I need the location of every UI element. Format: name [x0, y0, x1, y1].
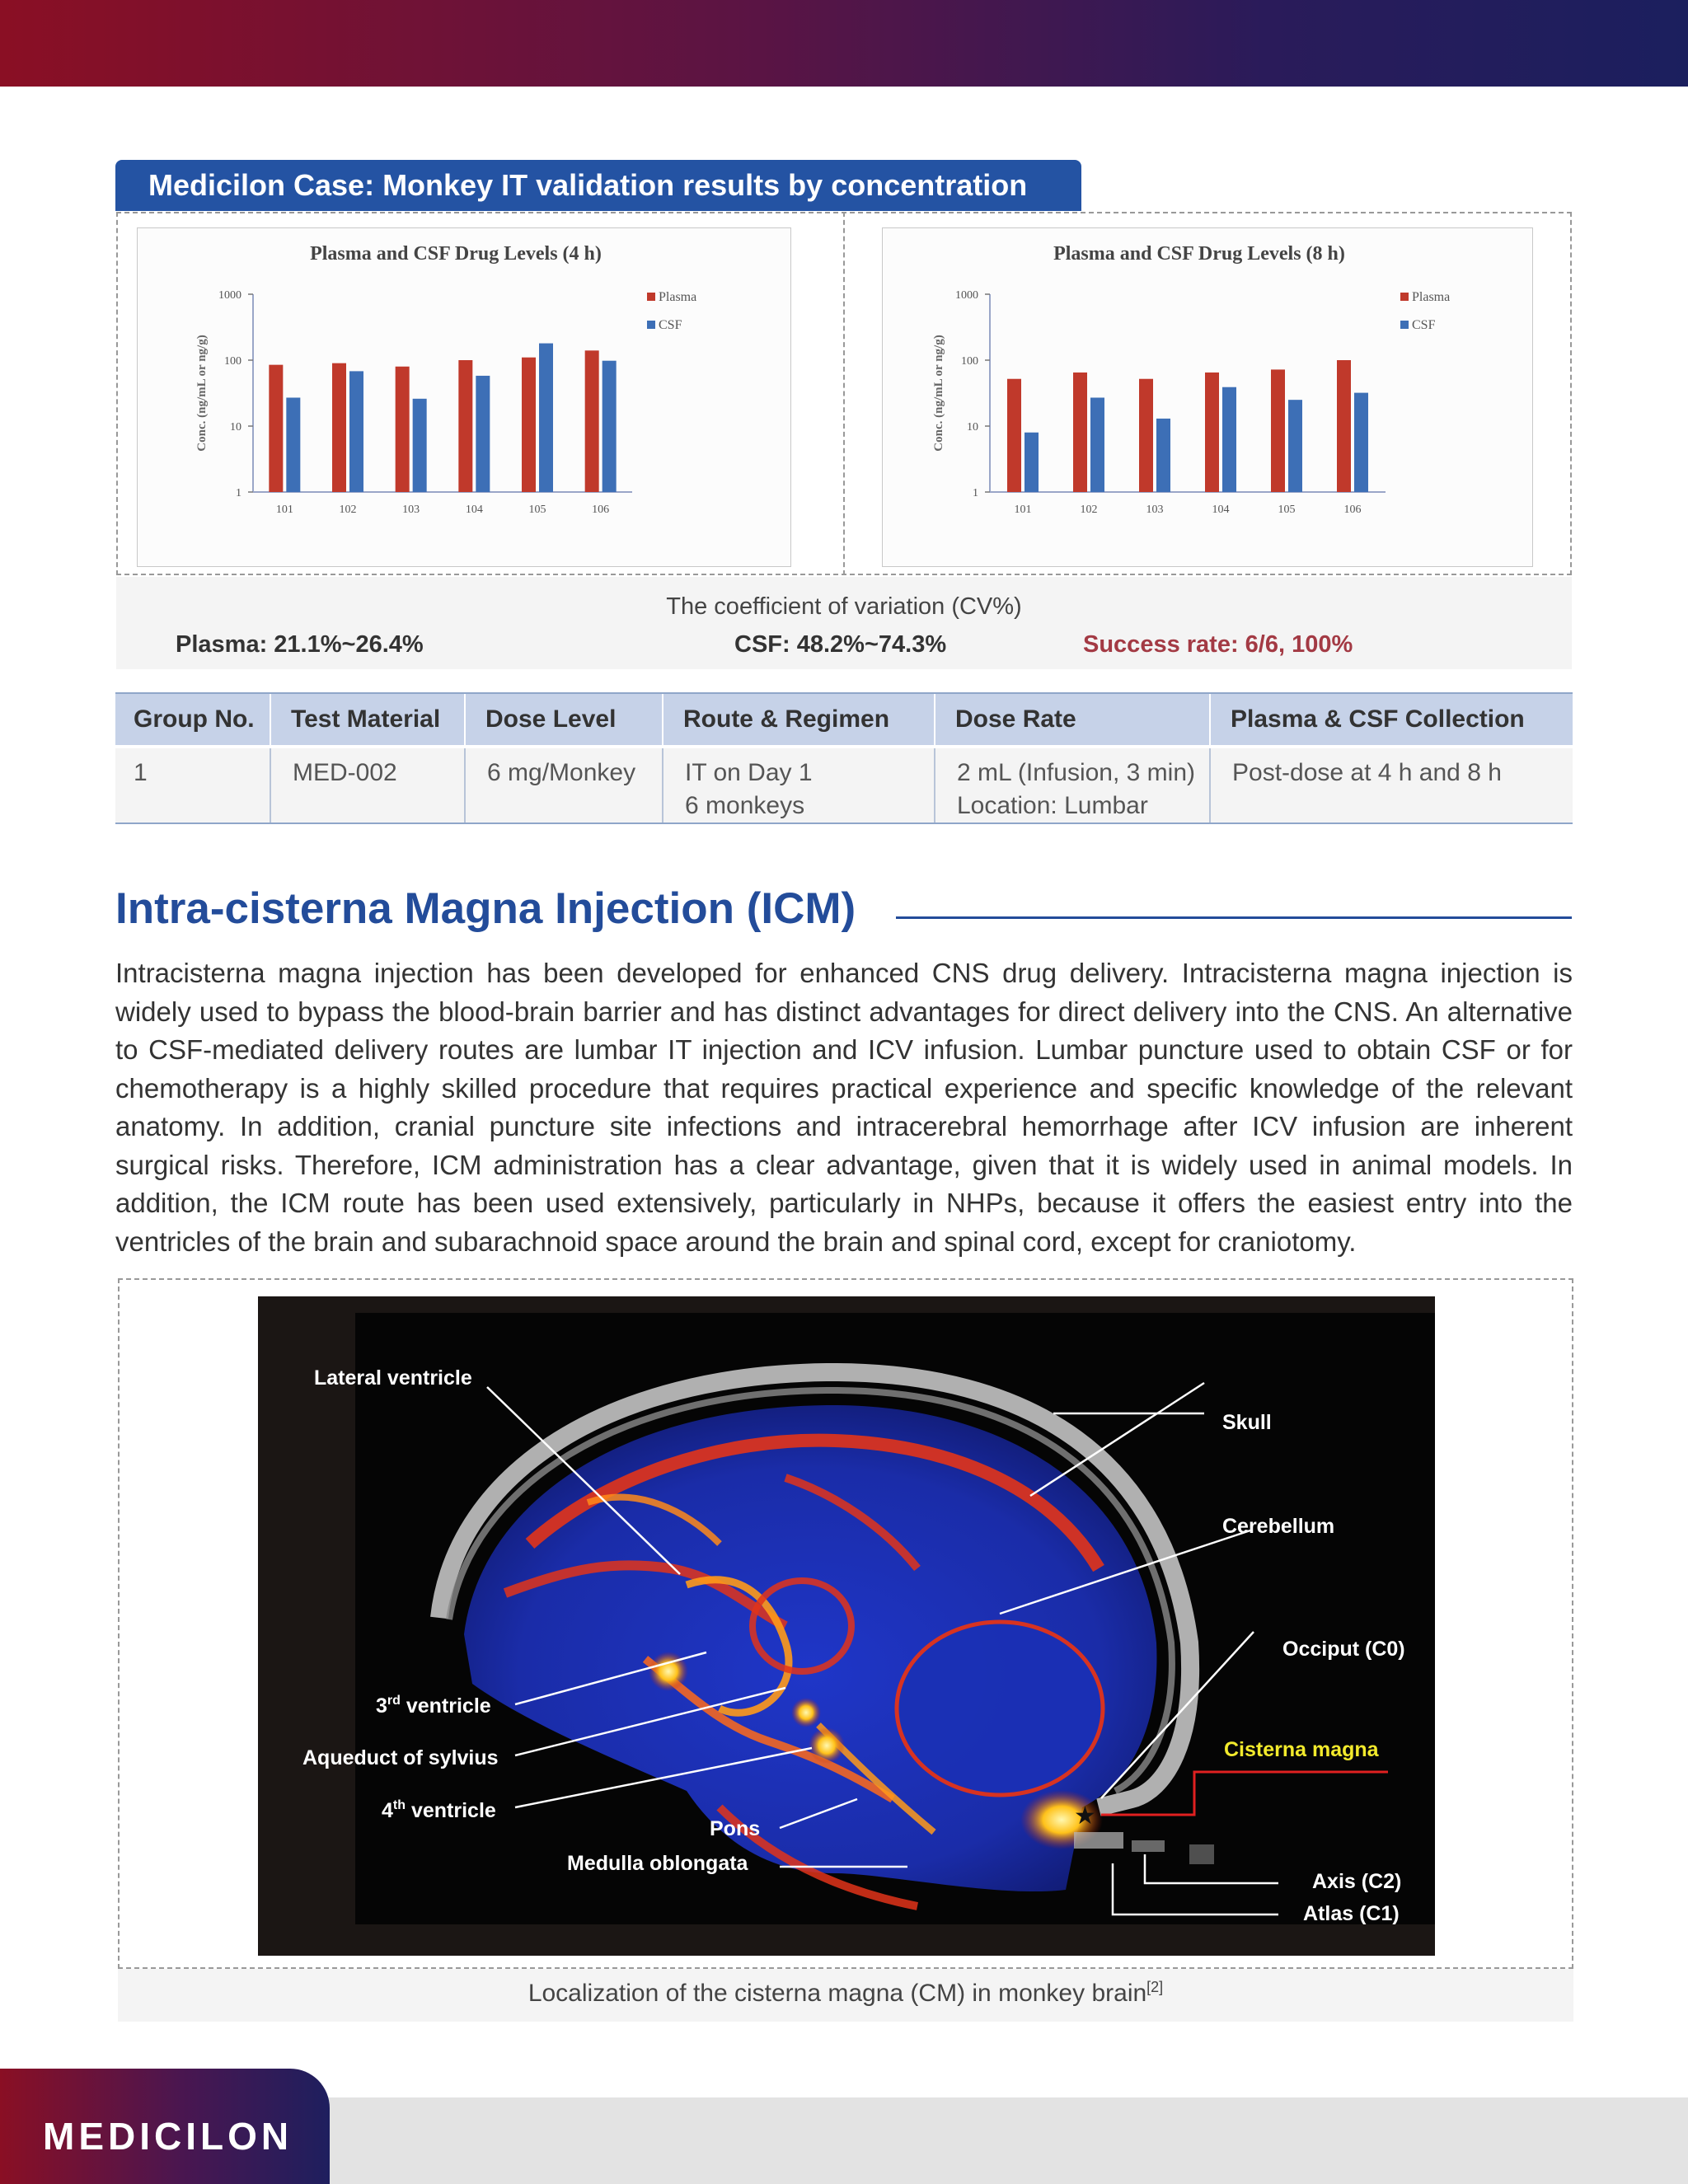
- header-test-material: Test Material: [270, 693, 465, 745]
- y-tick-label: 100: [961, 355, 978, 368]
- y-tick-label: 100: [224, 355, 241, 368]
- bar-csf-106: [603, 361, 617, 492]
- bar-csf-101: [286, 397, 300, 492]
- cv-panel: [116, 577, 1572, 669]
- header-dose-rate: Dose Rate: [935, 693, 1210, 745]
- cv-plasma: Plasma: 21.1%~26.4%: [176, 631, 424, 658]
- x-tick-label: 105: [528, 504, 546, 516]
- dose-table: [115, 692, 1573, 824]
- legend-label-csf: CSF: [1412, 318, 1436, 332]
- y-tick-label: 10: [230, 421, 241, 434]
- bar-plasma-105: [522, 358, 536, 492]
- label-lateral-ventricle: Lateral ventricle: [314, 1366, 472, 1390]
- figure-caption: [118, 1979, 1573, 2008]
- header-dose-level: Dose Level: [465, 693, 663, 745]
- label-aqueduct: Aqueduct of sylvius: [302, 1746, 499, 1769]
- chart-title: Plasma and CSF Drug Levels (8 h): [1053, 243, 1345, 265]
- x-tick-label: 104: [465, 504, 483, 516]
- bar-csf-104: [476, 376, 490, 492]
- section-title-rule: [896, 916, 1572, 919]
- y-axis-label: Conc. (ng/mL or ng/g): [932, 335, 945, 452]
- case-title-label: Medicilon Case: Monkey IT validation results by concentration: [115, 160, 1081, 211]
- y-axis-label: Conc. (ng/mL or ng/g): [195, 335, 209, 452]
- cell-collection: Post-dose at 4 h and 8 h: [1210, 748, 1573, 823]
- cell-rate-line1: 2 mL (Infusion, 3 min): [957, 759, 1195, 786]
- label-third-ventricle: 3rd ventricle: [376, 1694, 491, 1718]
- bar-csf-103: [1156, 419, 1170, 492]
- label-medulla: Medulla oblongata: [567, 1852, 748, 1875]
- bar-plasma-104: [458, 360, 472, 492]
- bar-csf-101: [1025, 433, 1039, 492]
- bar-csf-105: [539, 344, 553, 492]
- bar-plasma-103: [1139, 379, 1153, 492]
- cell-dose-level: 6 mg/Monkey: [465, 748, 663, 823]
- chart-4h: [137, 227, 791, 567]
- bar-plasma-102: [1073, 373, 1087, 492]
- cell-group: 1: [115, 748, 270, 823]
- y-tick-label: 1: [973, 487, 978, 499]
- charts-divider: [843, 212, 845, 575]
- x-tick-label: 102: [1080, 504, 1098, 516]
- section-title: Intra-cisterna Magna Injection (ICM): [115, 884, 856, 933]
- top-banner: [0, 0, 1688, 87]
- dose-table-header-row: [115, 693, 1573, 745]
- header-route-regimen: Route & Regimen: [663, 693, 935, 745]
- bar-csf-105: [1288, 400, 1302, 492]
- mri-brain-figure: [258, 1296, 1435, 1956]
- y-tick-label: 1000: [955, 289, 978, 302]
- bar-csf-102: [1090, 397, 1104, 492]
- table-row: [115, 748, 1573, 823]
- chart-8h-svg: [883, 228, 1532, 566]
- cv-success-rate: Success rate: 6/6, 100%: [1083, 631, 1353, 658]
- cell-route-line1: IT on Day 1: [685, 759, 813, 786]
- x-tick-label: 101: [1014, 504, 1032, 516]
- header-group-no: Group No.: [115, 693, 270, 745]
- chart-4h-svg: [138, 228, 790, 566]
- cell-rate-line2: Location: Lumbar: [957, 792, 1148, 819]
- y-tick-label: 1: [236, 487, 241, 499]
- x-tick-label: 103: [1146, 504, 1164, 516]
- bar-plasma-103: [396, 367, 410, 492]
- cell-route-line2: 6 monkeys: [685, 792, 805, 819]
- x-tick-label: 102: [339, 504, 357, 516]
- x-tick-label: 101: [275, 504, 293, 516]
- legend-swatch-plasma: [1400, 293, 1409, 301]
- label-cisterna-magna: Cisterna magna: [1224, 1738, 1379, 1761]
- x-tick-label: 106: [592, 504, 610, 516]
- label-pons: Pons: [710, 1817, 761, 1840]
- figure-caption-panel: [118, 1969, 1573, 2022]
- cell-rate: [935, 748, 1210, 823]
- bar-plasma-101: [1007, 379, 1021, 492]
- svg-text:★: ★: [1074, 1802, 1096, 1830]
- bar-plasma-106: [1337, 360, 1351, 492]
- caption-text: Localization of the cisterna magna (CM) in monkey brain: [528, 1980, 1147, 2007]
- legend-swatch-csf: [1400, 321, 1409, 329]
- footer-brand-logo: MEDICILON: [43, 2115, 293, 2158]
- cell-material: MED-002: [270, 748, 465, 823]
- label-occiput: Occiput (C0): [1282, 1638, 1405, 1661]
- label-skull: Skull: [1222, 1411, 1272, 1434]
- y-tick-label: 1000: [218, 289, 241, 302]
- bar-csf-106: [1354, 393, 1368, 492]
- legend-label-plasma: Plasma: [659, 290, 697, 304]
- label-cerebellum: Cerebellum: [1222, 1515, 1335, 1538]
- legend-swatch-plasma: [647, 293, 655, 301]
- y-tick-label: 10: [967, 421, 978, 434]
- bar-plasma-101: [269, 365, 283, 492]
- cv-csf: CSF: 48.2%~74.3%: [734, 631, 947, 658]
- bar-plasma-104: [1205, 373, 1219, 492]
- bar-csf-104: [1222, 387, 1236, 492]
- icm-paragraph: Intracisterna magna injection has been developed for enhanced CNS drug delivery. Intracisterna magna injection is widely used to bypass the blood-brain barrier and has distinct advantages for direct delivery into the CNS. An alternative to CSF-mediated delivery routes are lumbar IT injection and ICV infusion. Lumbar puncture used to obtain CSF or for chemotherapy is a highly skilled procedure that requires practical experience and specific knowledge of the relevant anatomy. In addition, cranial puncture site infections and intracerebral hemorrhage after ICV infusion are inherent surgical risks. Therefore, ICM administration has a clear advantage, given that it is widely used in animal models. In addition, the ICM route has been used extensively, particularly in NHPs, because it offers the easiest entry into the ventricles of the brain and subarachnoid space around the brain and spinal cord, except for craniotomy.: [115, 958, 1573, 1257]
- x-tick-label: 103: [402, 504, 420, 516]
- label-axis: Axis (C2): [1312, 1870, 1402, 1893]
- cv-title: The coefficient of variation (CV%): [666, 593, 1022, 620]
- bar-csf-102: [349, 371, 363, 492]
- bar-plasma-105: [1271, 369, 1285, 492]
- cell-route: [663, 748, 935, 823]
- bar-csf-103: [413, 399, 427, 492]
- caption-reference: [2]: [1146, 1979, 1164, 1995]
- label-atlas: Atlas (C1): [1303, 1902, 1400, 1925]
- x-tick-label: 105: [1278, 504, 1296, 516]
- header-collection: Plasma & CSF Collection: [1210, 693, 1573, 745]
- legend-label-csf: CSF: [659, 318, 682, 332]
- chart-8h: [882, 227, 1533, 567]
- chart-title: Plasma and CSF Drug Levels (4 h): [310, 243, 602, 265]
- x-tick-label: 104: [1212, 504, 1230, 516]
- x-tick-label: 106: [1343, 504, 1362, 516]
- bar-plasma-106: [585, 350, 599, 492]
- legend-label-plasma: Plasma: [1412, 290, 1451, 304]
- bar-plasma-102: [332, 363, 346, 492]
- label-fourth-ventricle: 4th ventricle: [382, 1798, 496, 1822]
- legend-swatch-csf: [647, 321, 655, 329]
